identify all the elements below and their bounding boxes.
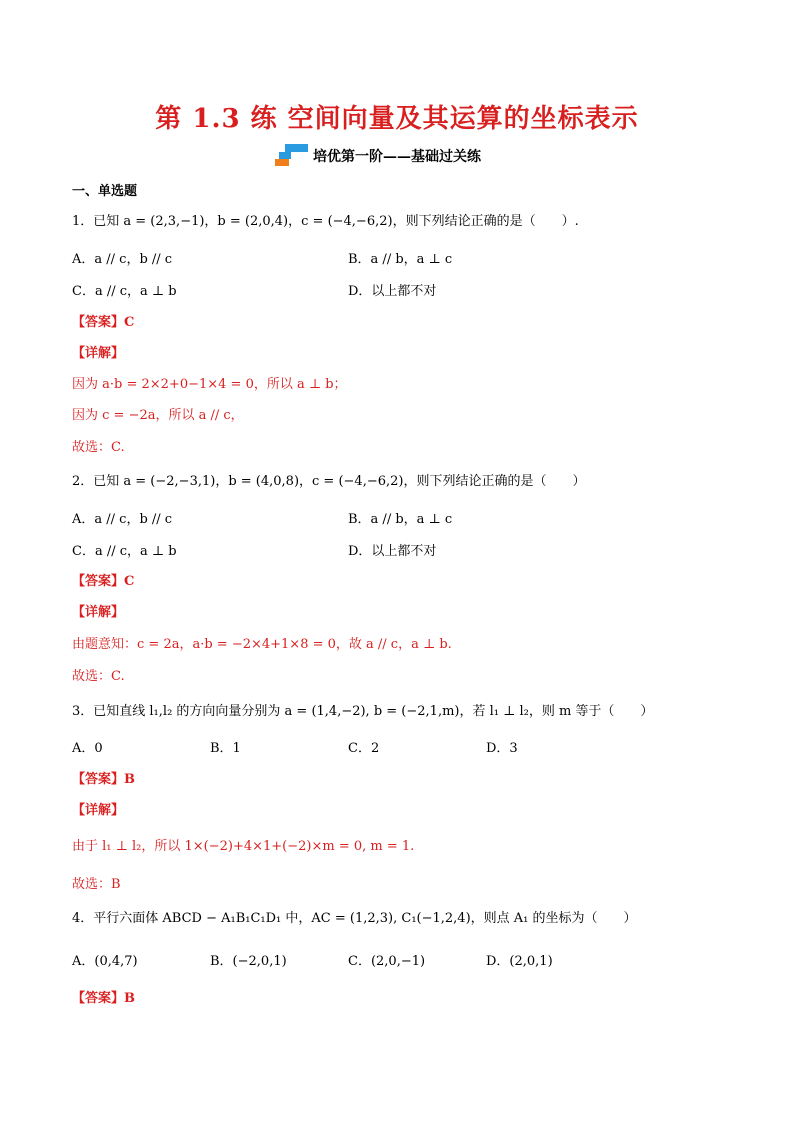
q2-stem: 2．已知 a = (−2,−3,1)，b = (4,0,8)，c = (−4,−6,2)，则下列结论正确的是（ ） (72, 474, 586, 489)
q2-option-b: B．a // b，a ⊥ c (348, 512, 453, 527)
q4-stem: 4．平行六面体 ABCD − A₁B₁C₁D₁ 中，AC = (1,2,3), C₁(−1,2,4)，则点 A₁ 的坐标为（ ） (72, 911, 637, 926)
q4-option-c: C．(2,0,−1) (348, 954, 426, 969)
q4-option-a: A．(0,4,7) (72, 954, 138, 969)
q3-option-c: C．2 (348, 741, 380, 756)
subtitle: 培优第一阶——基础过关练 (313, 149, 481, 165)
section-heading: 一、单选题 (72, 184, 138, 199)
q1-choice: 故选：C. (72, 440, 125, 455)
q1-option-d: D．以上都不对 (348, 284, 437, 299)
q1-solution-line-2: 因为 c = −2a，所以 a // c， (72, 408, 244, 423)
q4-option-d: D．(2,0,1) (486, 954, 553, 969)
q3-stem: 3．已知直线 l₁,l₂ 的方向向量分别为 a = (1,4,−2), b = (−2,1,m)，若 l₁ ⊥ l₂，则 m 等于（ ） (72, 704, 654, 719)
q2-choice: 故选：C. (72, 669, 125, 684)
q1-solution-line-1: 因为 a·b = 2×2+0−1×4 = 0，所以 a ⊥ b； (72, 377, 347, 392)
q2-detail-label: 【详解】 (72, 605, 125, 620)
q2-option-c: C．a // c，a ⊥ b (72, 544, 177, 559)
q1-option-c: C．a // c，a ⊥ b (72, 284, 177, 299)
q2-solution-line-1: 由题意知：c = 2a，a·b = −2×4+1×8 = 0，故 a // c，a ⊥ b. (72, 637, 452, 652)
q3-solution-line-1: 由于 l₁ ⊥ l₂，所以 1×(−2)+4×1+(−2)×m = 0, m = 1. (72, 839, 415, 854)
q1-answer: 【答案】C (72, 315, 135, 330)
q3-option-a: A．0 (72, 741, 103, 756)
q2-option-d: D．以上都不对 (348, 544, 437, 559)
q4-answer: 【答案】B (72, 991, 135, 1006)
steps-logo-icon (275, 142, 311, 168)
q1-option-b: B．a // b，a ⊥ c (348, 252, 453, 267)
q2-answer: 【答案】C (72, 574, 135, 589)
q1-stem: 1．已知 a = (2,3,−1)，b = (2,0,4)，c = (−4,−6,2)，则下列结论正确的是（ ）. (72, 214, 579, 229)
q3-choice: 故选：B (72, 877, 121, 892)
q3-answer: 【答案】B (72, 772, 135, 787)
q1-option-a: A．a // c，b // c (72, 252, 173, 267)
page-title: 第 1.3 练 空间向量及其运算的坐标表示 (155, 104, 639, 134)
q2-option-a: A．a // c，b // c (72, 512, 173, 527)
q3-detail-label: 【详解】 (72, 803, 125, 818)
q4-option-b: B．(−2,0,1) (210, 954, 287, 969)
q3-option-b: B．1 (210, 741, 241, 756)
q1-detail-label: 【详解】 (72, 346, 125, 361)
q3-option-d: D．3 (486, 741, 518, 756)
